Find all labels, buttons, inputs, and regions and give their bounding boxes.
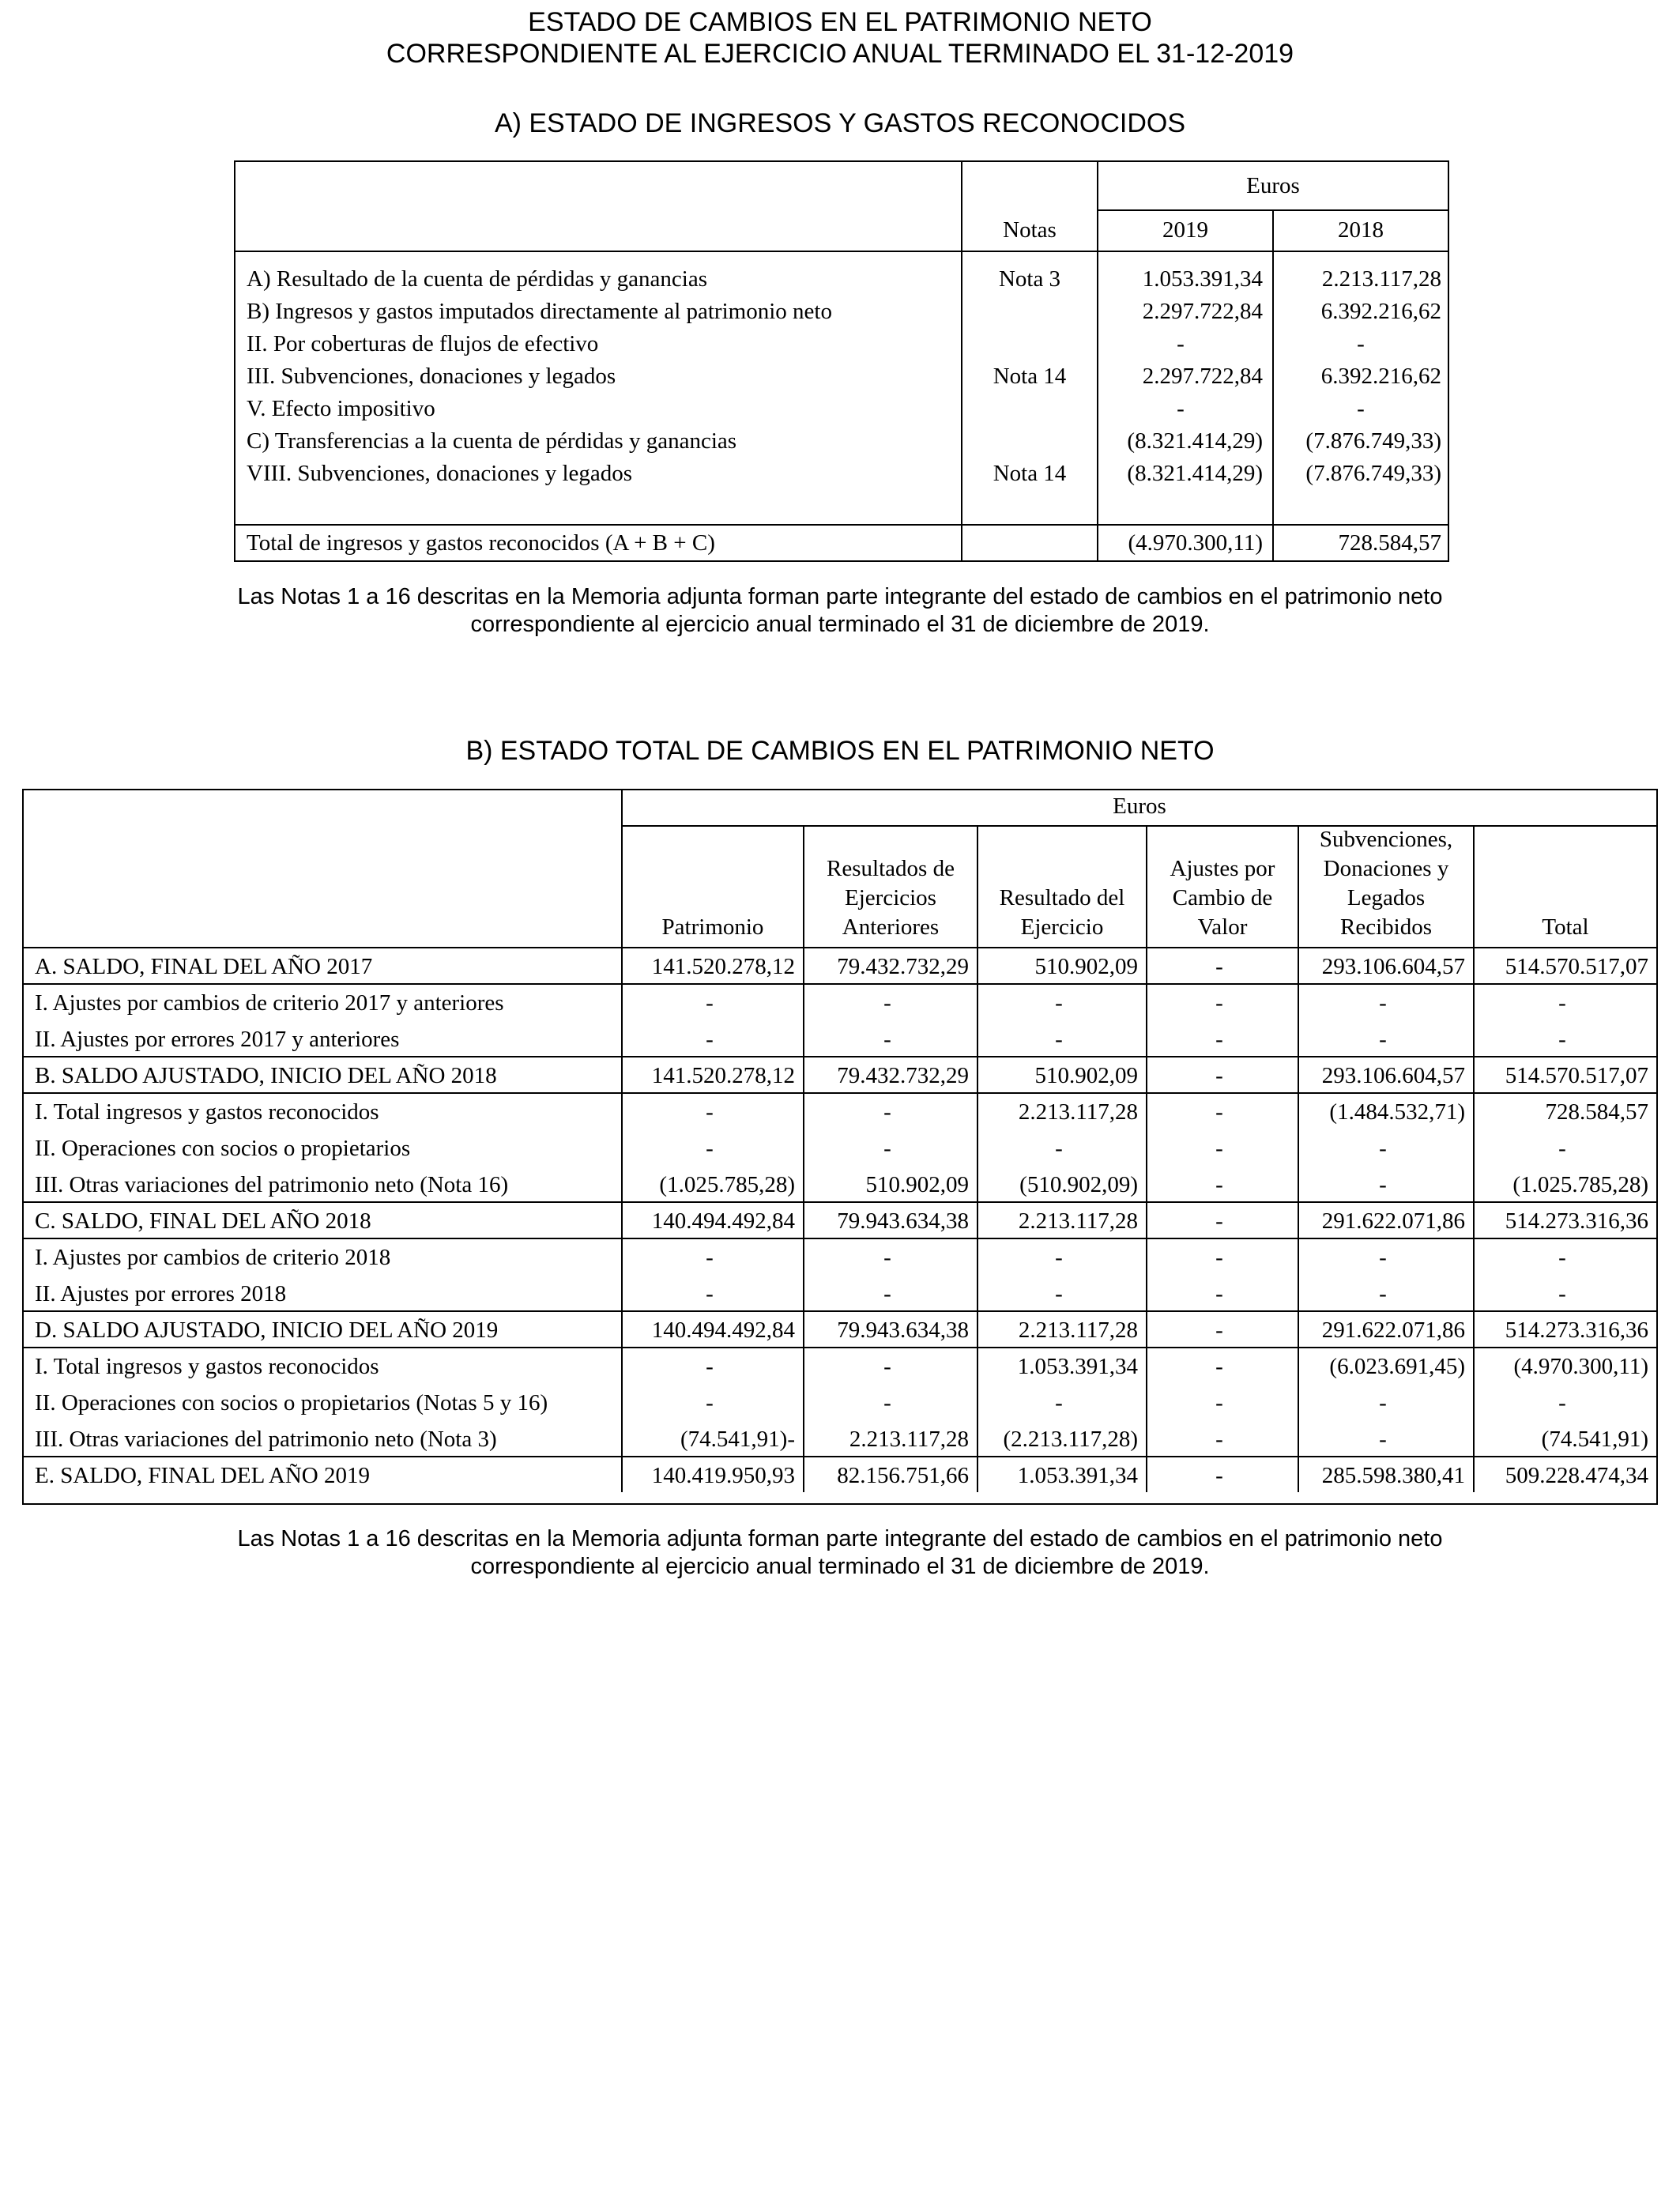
table-b-cell: 79.432.732,29 (837, 1063, 969, 1088)
table-b-cell: - (1055, 1245, 1063, 1270)
section-a-footnote-line2: correspondiente al ejercicio anual terminado el 31 de diciembre de 2019. (470, 612, 1210, 637)
table-b-cell: 141.520.278,12 (651, 954, 795, 979)
table-b-cell: - (706, 1099, 714, 1125)
table-b-cell: 510.902,09 (865, 1172, 969, 1197)
table-b-cell: - (1558, 1390, 1566, 1416)
table-b-cell: - (1055, 1027, 1063, 1052)
table-row (24, 1167, 1656, 1203)
table-b-column-header-line: Resultado del (999, 885, 1125, 910)
table-b-column-header-line: Ajustes por (1170, 856, 1275, 881)
table-b-cell: - (706, 1281, 714, 1306)
table-a-row-label: VIII. Subvenciones, donaciones y legados (247, 461, 633, 486)
table-b-cell: (74.541,91) (1541, 1427, 1648, 1452)
table-b-cell: - (1055, 1136, 1063, 1161)
table-a-row-2019: 2.297.722,84 (1142, 364, 1263, 389)
table-b-cell: - (1055, 1390, 1063, 1416)
table-b-cell: (74.541,91)- (680, 1427, 795, 1452)
section-b-footnote-line1: Las Notas 1 a 16 descritas en la Memoria adjunta forman parte integrante del estado de cambios en el patrimonio neto (237, 1526, 1443, 1551)
table-b-cell: 293.106.604,57 (1321, 1063, 1465, 1088)
table-row (24, 1094, 1656, 1130)
table-b-row-label: I. Total ingresos y gastos reconocidos (35, 1354, 379, 1379)
table-b-column-header-line: Anteriores (842, 914, 940, 940)
table-b-column-header-line: Total (1542, 914, 1589, 940)
table-a-total-label: Total de ingresos y gastos reconocidos (A + B + C) (247, 530, 715, 556)
section-a-footnote-line1: Las Notas 1 a 16 descritas en la Memoria adjunta forman parte integrante del estado de cambios en el patrimonio neto (237, 584, 1443, 609)
table-b-cell: - (1215, 1245, 1223, 1270)
table-b-row-label: C. SALDO, FINAL DEL AÑO 2018 (35, 1208, 371, 1234)
equity-changes-table (22, 789, 1658, 1505)
table-row (24, 985, 1656, 1021)
table-b-euros-rule (621, 825, 1656, 827)
table-b-cell: 728.584,57 (1545, 1099, 1648, 1125)
page-header (0, 6, 1680, 70)
table-a-row-label: II. Por coberturas de flujos de efectivo (247, 331, 599, 356)
table-a-row-nota: Nota 14 (993, 461, 1067, 486)
table-b-cell: - (1379, 1427, 1387, 1452)
table-b-column-header (623, 913, 803, 942)
table-b-cell: (510.902,09) (1019, 1172, 1138, 1197)
table-b-cell: 82.156.751,66 (837, 1463, 969, 1488)
section-b-footnote-line2: correspondiente al ejercicio anual terminado el 31 de diciembre de 2019. (470, 1554, 1210, 1579)
table-a-row-2018: (7.876.749,33) (1305, 461, 1441, 486)
table-b-column-header-line: Cambio de (1172, 885, 1273, 910)
table-b-cell: - (1379, 990, 1387, 1016)
table-b-column-header-line: Valor (1197, 914, 1248, 940)
table-a-row-label: V. Efecto impositivo (247, 396, 435, 421)
table-b-cell: - (1055, 990, 1063, 1016)
table-b-cell: - (1558, 1027, 1566, 1052)
table-row (24, 1312, 1656, 1348)
table-b-row-label: I. Ajustes por cambios de criterio 2017 y anteriores (35, 990, 504, 1016)
table-b-cell: (4.970.300,11) (1513, 1354, 1648, 1379)
table-b-cell: 79.943.634,38 (837, 1318, 969, 1343)
table-b-cell: 2.213.117,28 (849, 1427, 969, 1452)
table-b-cell: - (1215, 1136, 1223, 1161)
table-row (24, 1421, 1656, 1457)
table-b-cell: - (1215, 1099, 1223, 1125)
table-b-cell: - (1379, 1281, 1387, 1306)
table-b-row-label: II. Ajustes por errores 2017 y anteriores (35, 1027, 400, 1052)
table-a-row-2018: - (1357, 331, 1365, 356)
table-b-cell: - (706, 990, 714, 1016)
table-b-cell: - (1379, 1027, 1387, 1052)
table-b-cell: 510.902,09 (1034, 954, 1138, 979)
table-b-cell: - (1379, 1136, 1387, 1161)
table-b-cell: - (883, 1099, 891, 1125)
document-subtitle: CORRESPONDIENTE AL EJERCICIO ANUAL TERMINADO EL 31-12-2019 (386, 39, 1294, 69)
table-a-row-nota: Nota 14 (993, 364, 1067, 389)
table-b-cell: - (883, 1390, 891, 1416)
table-b-cell: - (1558, 990, 1566, 1016)
table-b-cell: 514.273.316,36 (1505, 1208, 1648, 1234)
section-b-title: B) ESTADO TOTAL DE CAMBIOS EN EL PATRIMONIO NETO (465, 736, 1215, 766)
table-b-cell: (6.023.691,45) (1329, 1354, 1465, 1379)
table-a-row-label: A) Resultado de la cuenta de pérdidas y ganancias (247, 266, 708, 292)
table-b-cell: - (706, 1354, 714, 1379)
table-a-row-2018: 6.392.216,62 (1320, 299, 1441, 324)
section-a-title: A) ESTADO DE INGRESOS Y GASTOS RECONOCIDOS (494, 108, 1186, 138)
table-b-column-header-line: Ejercicios (845, 885, 936, 910)
table-a-total-2019: (4.970.300,11) (1128, 530, 1263, 556)
table-a-2018-header: 2018 (1338, 217, 1384, 243)
table-a-divider-2018 (1272, 209, 1274, 560)
table-b-cell: - (1215, 1463, 1223, 1488)
table-b-row-label: I. Ajustes por cambios de criterio 2018 (35, 1245, 391, 1270)
table-b-row-label: D. SALDO AJUSTADO, INICIO DEL AÑO 2019 (35, 1318, 499, 1343)
table-b-cell: (2.213.117,28) (1003, 1427, 1138, 1452)
table-b-column-header (804, 854, 977, 942)
table-a-row-2018: - (1357, 396, 1365, 421)
table-b-column-header-line: Legados (1347, 885, 1426, 910)
table-row (24, 1348, 1656, 1385)
table-b-cell: 79.943.634,38 (837, 1208, 969, 1234)
table-b-cell: 293.106.604,57 (1321, 954, 1465, 979)
table-b-row-label: III. Otras variaciones del patrimonio neto (Nota 16) (35, 1172, 509, 1197)
table-b-cell: - (1215, 954, 1223, 979)
table-a-header-rule (235, 251, 1448, 252)
table-row (24, 1203, 1656, 1239)
table-a-total-rule (235, 524, 1448, 526)
table-b-column-header (1299, 825, 1473, 942)
table-b-cell: 291.622.071,86 (1321, 1208, 1465, 1234)
table-b-cell: (1.025.785,28) (1512, 1172, 1648, 1197)
table-a-row-label: III. Subvenciones, donaciones y legados (247, 364, 616, 389)
table-b-euros-header: Euros (1113, 794, 1166, 819)
table-b-cell: - (883, 1136, 891, 1161)
table-b-cell: - (883, 990, 891, 1016)
table-a-2019-header: 2019 (1162, 217, 1208, 243)
table-row (24, 948, 1656, 985)
table-a-notas-header: Notas (1003, 217, 1057, 243)
table-row (24, 1385, 1656, 1421)
table-b-row-label: I. Total ingresos y gastos reconocidos (35, 1099, 379, 1125)
table-b-cell: 2.213.117,28 (1018, 1099, 1138, 1125)
table-b-cell: 514.570.517,07 (1505, 954, 1648, 979)
table-b-cell: - (706, 1027, 714, 1052)
table-a-row-label: C) Transferencias a la cuenta de pérdidas y ganancias (247, 428, 737, 454)
table-a-row-label: B) Ingresos y gastos imputados directamente al patrimonio neto (247, 299, 832, 324)
table-b-cell: 2.213.117,28 (1018, 1318, 1138, 1343)
table-b-cell: - (1055, 1281, 1063, 1306)
table-b-cell: 140.419.950,93 (651, 1463, 795, 1488)
table-a-row-2019: 2.297.722,84 (1142, 299, 1263, 324)
table-b-cell: - (1215, 1281, 1223, 1306)
table-b-row-label: III. Otras variaciones del patrimonio neto (Nota 3) (35, 1427, 497, 1452)
table-a-row-2019: 1.053.391,34 (1142, 266, 1263, 292)
table-a-euros-rule (1097, 209, 1448, 211)
table-a-euros-header: Euros (1246, 173, 1300, 198)
table-a-row-nota: Nota 3 (998, 266, 1061, 292)
table-b-row-label: B. SALDO AJUSTADO, INICIO DEL AÑO 2018 (35, 1063, 497, 1088)
table-row (24, 1130, 1656, 1167)
table-a-row-2019: - (1177, 396, 1185, 421)
table-row (24, 1239, 1656, 1276)
table-b-cell: 2.213.117,28 (1018, 1208, 1138, 1234)
table-b-cell: 509.228.474,34 (1505, 1463, 1648, 1488)
table-b-cell: - (1215, 1063, 1223, 1088)
table-b-cell: - (883, 1027, 891, 1052)
table-b-cell: - (706, 1245, 714, 1270)
table-b-cell: - (1215, 990, 1223, 1016)
table-b-cell: - (1215, 1027, 1223, 1052)
table-b-cell: - (1558, 1136, 1566, 1161)
document-title: ESTADO DE CAMBIOS EN EL PATRIMONIO NETO (528, 7, 1152, 37)
table-b-column-header (1475, 913, 1656, 942)
table-b-column-header-line: Recibidos (1340, 914, 1432, 940)
table-row (24, 1457, 1656, 1494)
table-b-cell: - (1215, 1354, 1223, 1379)
table-a-row-2018: 6.392.216,62 (1320, 364, 1441, 389)
table-row (24, 1057, 1656, 1094)
table-b-column-header (978, 884, 1146, 942)
table-b-column-header-line: Patrimonio (661, 914, 764, 940)
table-b-cell: - (1215, 1427, 1223, 1452)
table-b-cell: - (1215, 1208, 1223, 1234)
table-b-column-header-line: Donaciones y (1323, 856, 1449, 881)
table-a-row-2018: (7.876.749,33) (1305, 428, 1441, 454)
table-row (24, 1021, 1656, 1057)
table-b-cell: - (883, 1281, 891, 1306)
income-expense-table (234, 160, 1449, 562)
table-b-cell: - (706, 1390, 714, 1416)
section-a-footnote (0, 583, 1680, 639)
table-b-cell: (1.484.532,71) (1329, 1099, 1465, 1125)
table-b-cell: - (1558, 1245, 1566, 1270)
table-b-cell: 1.053.391,34 (1017, 1354, 1138, 1379)
table-a-row-2019: - (1177, 331, 1185, 356)
section-b-footnote (0, 1525, 1680, 1581)
table-b-cell: 140.494.492,84 (651, 1318, 795, 1343)
table-b-cell: 79.432.732,29 (837, 954, 969, 979)
table-b-column-header-line: Ejercicio (1020, 914, 1104, 940)
table-b-cell: 285.598.380,41 (1321, 1463, 1465, 1488)
table-b-cell: 140.494.492,84 (651, 1208, 795, 1234)
table-b-cell: - (1215, 1390, 1223, 1416)
table-b-cell: 1.053.391,34 (1017, 1463, 1138, 1488)
table-b-column-header-line: Resultados de (827, 856, 955, 881)
table-a-total-2018: 728.584,57 (1338, 530, 1441, 556)
table-b-cell: - (1215, 1318, 1223, 1343)
table-b-cell: - (1379, 1172, 1387, 1197)
table-b-column-header-line: Subvenciones, (1319, 827, 1453, 852)
table-a-row-2019: (8.321.414,29) (1127, 428, 1263, 454)
table-b-cell: - (1379, 1245, 1387, 1270)
table-b-cell: - (1379, 1390, 1387, 1416)
table-b-cell: - (883, 1245, 891, 1270)
table-b-cell: - (706, 1136, 714, 1161)
table-b-cell: 514.570.517,07 (1505, 1063, 1648, 1088)
table-b-row-label: A. SALDO, FINAL DEL AÑO 2017 (35, 954, 373, 979)
table-b-cell: 514.273.316,36 (1505, 1318, 1648, 1343)
table-b-cell: (1.025.785,28) (659, 1172, 795, 1197)
table-a-row-2018: 2.213.117,28 (1321, 266, 1441, 292)
table-b-cell: 291.622.071,86 (1321, 1318, 1465, 1343)
table-b-column-header (1147, 854, 1298, 942)
table-b-row-label: E. SALDO, FINAL DEL AÑO 2019 (35, 1463, 370, 1488)
table-b-row-label: II. Operaciones con socios o propietarios (Notas 5 y 16) (35, 1390, 548, 1416)
table-b-cell: - (1558, 1281, 1566, 1306)
table-b-cell: - (1215, 1172, 1223, 1197)
table-b-row-label: II. Ajustes por errores 2018 (35, 1281, 287, 1306)
table-b-cell: - (883, 1354, 891, 1379)
table-a-row-2019: (8.321.414,29) (1127, 461, 1263, 486)
table-b-cell: 510.902,09 (1034, 1063, 1138, 1088)
table-row (24, 1276, 1656, 1312)
table-b-row-label: II. Operaciones con socios o propietarios (35, 1136, 411, 1161)
table-b-cell: 141.520.278,12 (651, 1063, 795, 1088)
